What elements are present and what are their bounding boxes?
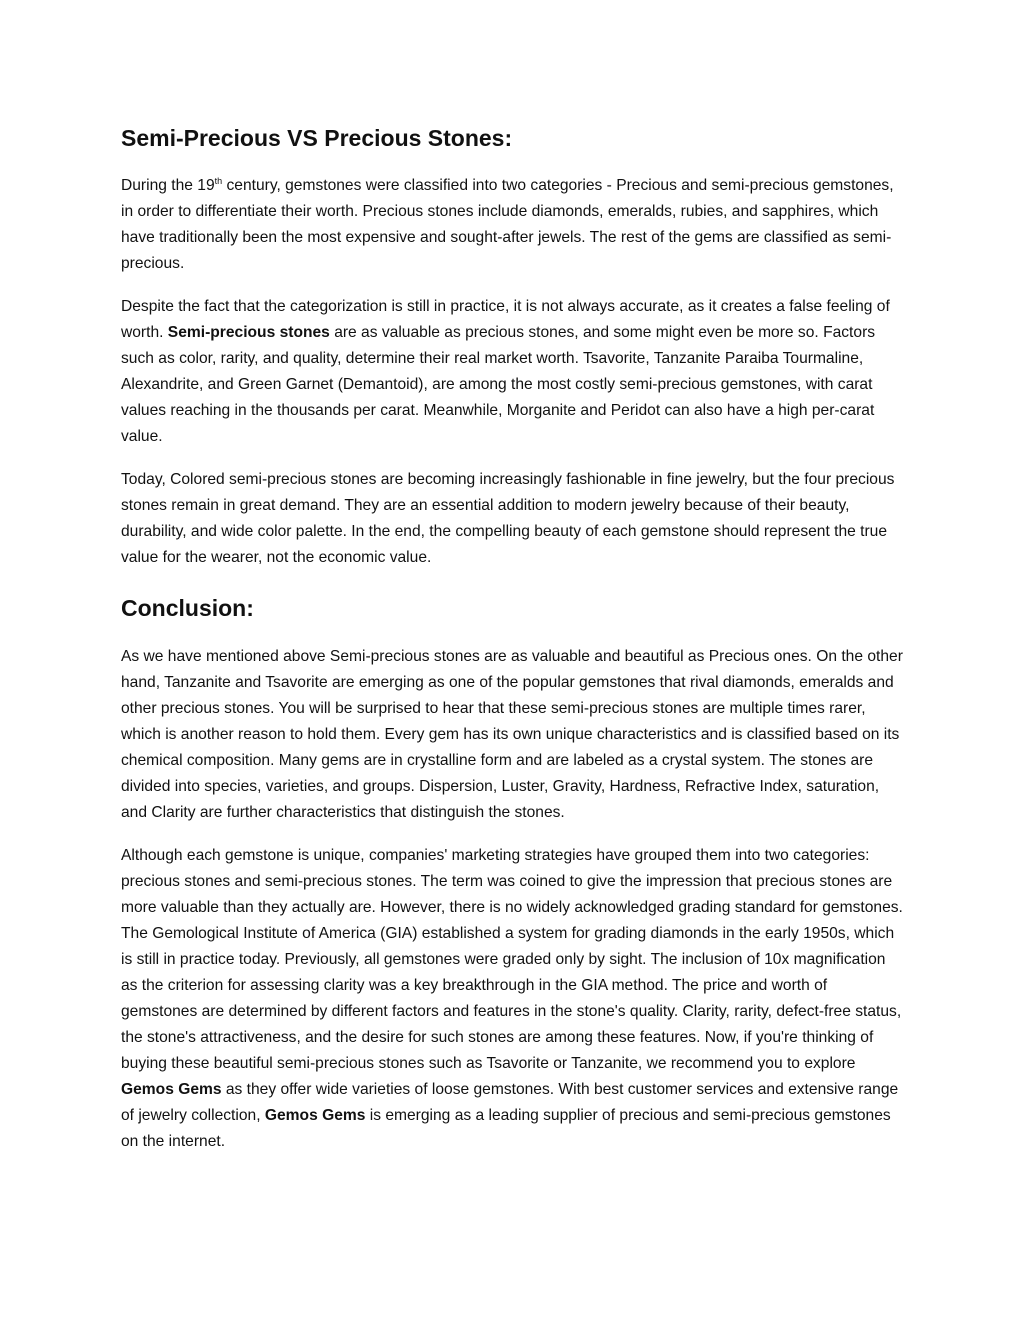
text-run: Despite the fact that the categorization is still in practice, it is not always accurate, as it creates a false feeling of worth. [121,298,890,341]
text-run: as they offer wide varieties of loose gemstones. With best customer services and extensive range of jewelry collection, [121,1081,899,1124]
paragraph-classification-history [121,173,903,277]
document-page [121,118,903,1172]
section-heading-semi-precious-vs-precious: Semi-Precious VS Precious Stones: [121,125,513,151]
paragraph-categorization-accuracy [121,294,903,450]
paragraph-colored-stones-fashion: Today, Colored semi-precious stones are becoming increasingly fashionable in fine jewelry, but the four precious stones remain in great demand. They are an essential addition to modern jewelry because of their beauty, durability, and wide color palette. In the end, the compelling beauty of each gemstone should represent the true value for the wearer, not the economic value. [121,471,895,566]
ordinal-superscript: th [214,175,223,186]
text-run: During the 19 [121,177,215,194]
paragraph-conclusion-marketing [121,843,903,1155]
bold-term-semi-precious-stones: Semi-precious stones [167,324,330,341]
bold-brand-gemos-gems: Gemos Gems [264,1107,366,1124]
text-run: is emerging as a leading supplier of precious and semi-precious gemstones on the internet. [121,1107,891,1150]
text-run: are as valuable as precious stones, and some might even be more so. Factors such as color, rarity, and quality, determine their real market worth. Tsavorite, Tanzanite Paraiba Tourmaline, Alexandrite, and Green Garnet (Demantoid), are among the most costly semi-precious gemstones, with carat values reaching in the thousands per carat. Meanwhile, Morganite and Peridot can also have a high per-carat value. [121,324,876,445]
paragraph-conclusion-value: As we have mentioned above Semi-precious stones are as valuable and beautiful as Precious ones. On the other hand, Tanzanite and Tsavorite are emerging as one of the popular gemstones that rival diamonds, emeralds and other precious stones. You will be surprised to hear that these semi-precious stones are multiple times rarer, which is another reason to hold them. Every gem has its own unique characteristics and is classified based on its chemical composition. Many gems are in crystalline form and are labeled as a crystal system. The stones are divided into species, varieties, and groups. Dispersion, Luster, Gravity, Hardness, Refractive Index, saturation, and Clarity are further characteristics that distinguish the stones. [121,648,903,821]
section-heading-conclusion: Conclusion: [121,595,254,621]
text-run: century, gemstones were classified into two categories - Precious and semi-precious gemstones, in order to differentiate their worth. Precious stones include diamonds, emeralds, rubies, and sapphires, which have traditionally been the most expensive and sought-after jewels. The rest of the gems are classified as semi-precious. [121,177,894,272]
bold-brand-gemos-gems: Gemos Gems [121,1081,222,1098]
text-run: Although each gemstone is unique, companies' marketing strategies have grouped them into two categories: precious stones and semi-precious stones. The term was coined to give the impression that precious stones are more valuable than they actually are. However, there is no widely acknowledged grading standard for gemstones. The Gemological Institute of America (GIA) established a system for grading diamonds in the early 1950s, which is still in practice today. Previously, all gemstones were graded only by sight. The inclusion of 10x magnification as the criterion for assessing clarity was a key breakthrough in the GIA method. The price and worth of gemstones are determined by different factors and features in the stone's quality. Clarity, rarity, defect-free status, the stone's attractiveness, and the desire for such stones are among these features. Now, if you're thinking of buying these beautiful semi-precious stones such as Tsavorite or Tanzanite, we recommend you to explore [121,847,903,1072]
